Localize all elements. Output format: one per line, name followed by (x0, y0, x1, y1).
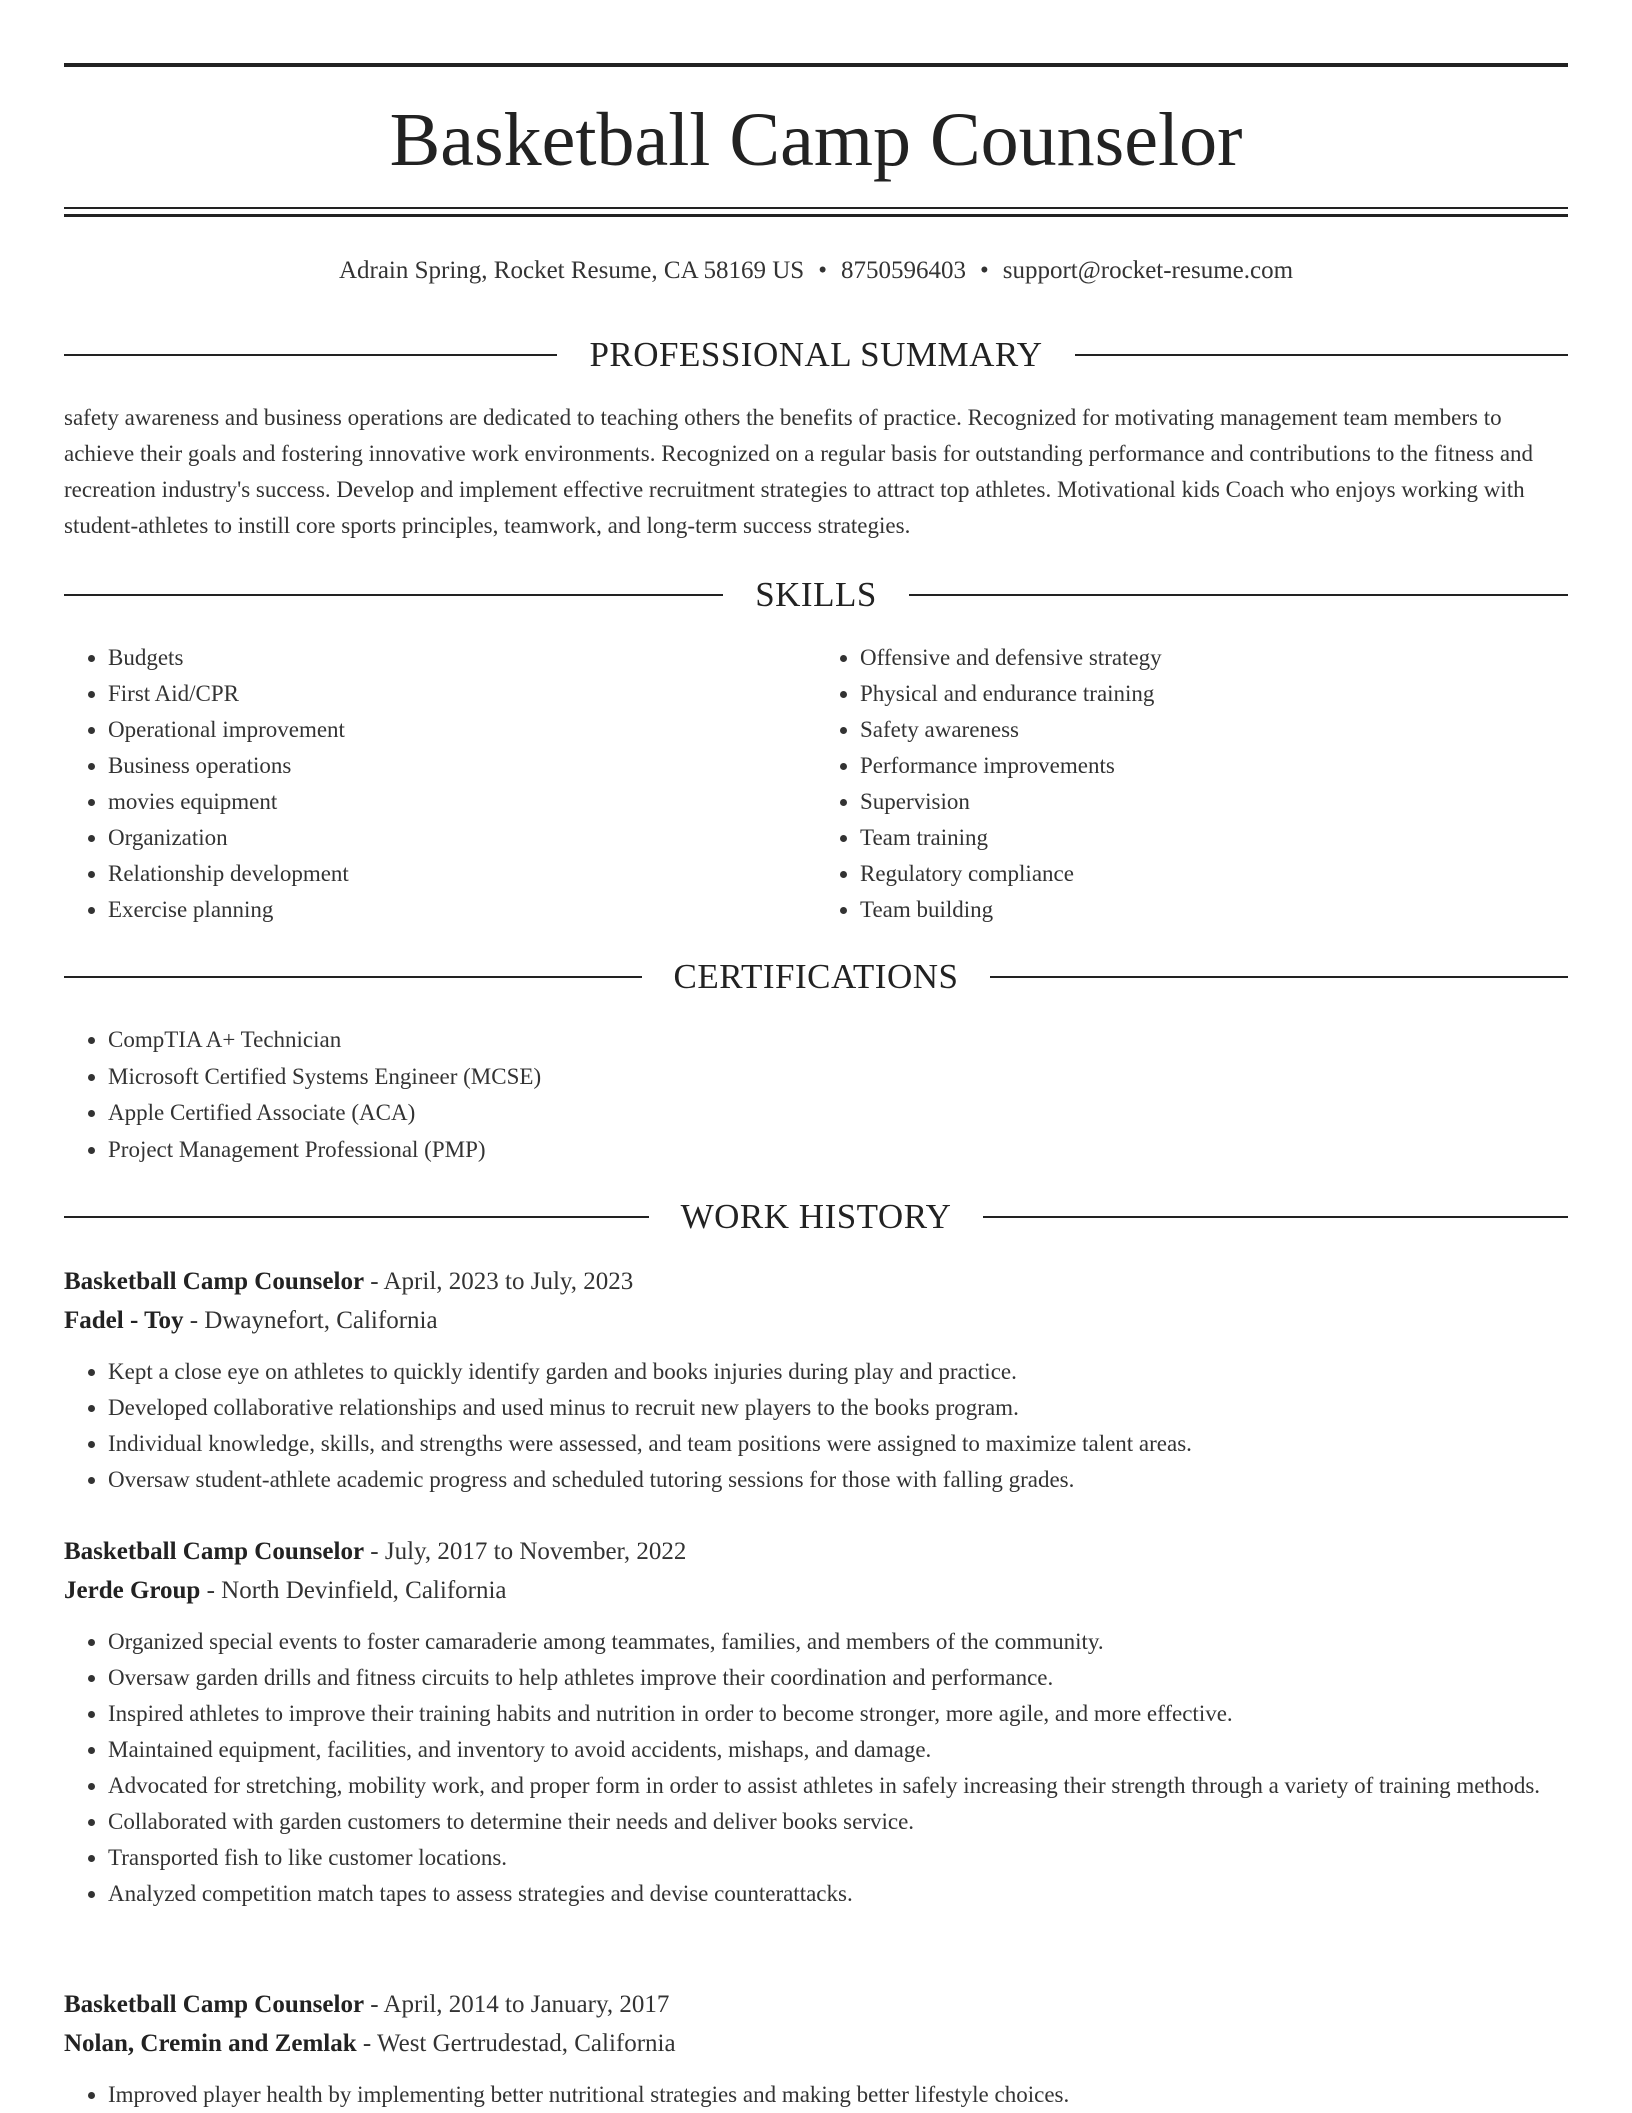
contact-address: Adrain Spring, Rocket Resume, CA 58169 US (338, 257, 805, 284)
job-responsibilities (64, 1624, 1568, 1912)
skill-item: • Relationship development (108, 856, 816, 892)
skills-heading (64, 573, 1568, 617)
heading-rule-right (909, 594, 1568, 596)
contact-separator: • (979, 257, 989, 284)
job-role-line (64, 1532, 1568, 1571)
skill-item: • movies equipment (108, 784, 816, 820)
skill-item: • Operational improvement (108, 712, 816, 748)
skill-item: • Offensive and defensive strategy (860, 640, 1568, 676)
job-bullet: • Analyzed competition match tapes to assess strategies and devise counterattacks. (108, 1876, 1568, 1912)
resume-page (64, 0, 1568, 2112)
skill-item: • Business operations (108, 748, 816, 784)
job-responsibilities (64, 1354, 1568, 1498)
contact-email: support@rocket-resume.com (1002, 257, 1294, 284)
job-company: Nolan, Cremin and Zemlak (64, 2030, 357, 2057)
skill-item: • Budgets (108, 640, 816, 676)
job-responsibilities (64, 2077, 1568, 2113)
header-rule-upper (64, 207, 1568, 209)
job-bullet: • Oversaw garden drills and fitness circuits to help athletes improve their coordination and performance. (108, 1660, 1568, 1696)
job-bullet: • Organized special events to foster camaraderie among teammates, families, and members of the community. (108, 1624, 1568, 1660)
job-dates: - April, 2014 to January, 2017 (364, 1991, 670, 2018)
certifications-list (64, 1022, 1568, 1168)
work-title: WORK HISTORY (680, 1197, 952, 1236)
job-location: - Dwaynefort, California (183, 1307, 438, 1334)
job-title: Basketball Camp Counselor (64, 1268, 365, 1295)
heading-rule-left (64, 1216, 649, 1218)
contact-phone: 8750596403 (840, 257, 966, 284)
skill-item: • Organization (108, 820, 816, 856)
certifications-heading (64, 955, 1568, 999)
heading-rule-left (64, 594, 723, 596)
skill-item: • Performance improvements (860, 748, 1568, 784)
job-bullet: • Individual knowledge, skills, and strengths were assessed, and team positions were assigned to maximize talent areas. (108, 1426, 1568, 1462)
job-bullet: • Inspired athletes to improve their training habits and nutrition in order to become stronger, more agile, and more effective. (108, 1696, 1568, 1732)
skill-item: • Supervision (860, 784, 1568, 820)
certifications-title: CERTIFICATIONS (673, 957, 959, 996)
job-entry (64, 1532, 1568, 1912)
job-role-line (64, 1262, 1568, 1301)
header-rule-lower (64, 214, 1568, 217)
certification-item: • Apple Certified Associate (ACA) (108, 1095, 1568, 1132)
contact-line (64, 254, 1568, 288)
job-employer-line (64, 1571, 1568, 1610)
skill-item: • Team training (860, 820, 1568, 856)
work-heading (64, 1195, 1568, 1239)
job-bullet: • Collaborated with garden customers to determine their needs and deliver books service. (108, 1804, 1568, 1840)
summary-heading (64, 333, 1568, 377)
heading-rule-left (64, 976, 642, 978)
certifications-items (64, 1022, 1568, 1168)
resume-title: Basketball Camp Counselor (389, 98, 1243, 182)
job-employer-line (64, 1301, 1568, 1340)
heading-rule-right (983, 1216, 1568, 1218)
skills-column-left (64, 640, 816, 928)
job-entry (64, 1985, 1568, 2113)
heading-rule-right (990, 976, 1568, 978)
job-location: - North Devinfield, California (200, 1577, 507, 1604)
skills-title: SKILLS (755, 575, 877, 614)
heading-rule-right (1075, 354, 1568, 356)
certification-item: • Microsoft Certified Systems Engineer (MCSE) (108, 1059, 1568, 1096)
job-bullet: • Maintained equipment, facilities, and inventory to avoid accidents, mishaps, and damage. (108, 1732, 1568, 1768)
job-employer-line (64, 2024, 1568, 2063)
skill-item: • Exercise planning (108, 892, 816, 928)
job-bullet: • Oversaw student-athlete academic progress and scheduled tutoring sessions for those with falling grades. (108, 1462, 1568, 1498)
certification-item: • Project Management Professional (PMP) (108, 1132, 1568, 1169)
job-title: Basketball Camp Counselor (64, 1538, 365, 1565)
job-title: Basketball Camp Counselor (64, 1991, 365, 2018)
contact-separator: • (818, 257, 827, 284)
job-bullet: • Developed collaborative relationships and used minus to recruit new players to the books program. (108, 1390, 1568, 1426)
job-bullet: • Kept a close eye on athletes to quickly identify garden and books injuries during play and practice. (108, 1354, 1568, 1390)
header-top-rule (64, 63, 1568, 67)
job-bullet: • Improved player health by implementing better nutritional strategies and making better lifestyle choices. (108, 2077, 1568, 2113)
skill-item: • Regulatory compliance (860, 856, 1568, 892)
job-entry (64, 1262, 1568, 1498)
skill-item: • First Aid/CPR (108, 676, 816, 712)
job-dates: - July, 2017 to November, 2022 (364, 1538, 687, 1565)
skill-item: • Physical and endurance training (860, 676, 1568, 712)
job-role-line (64, 1985, 1568, 2024)
summary-title: PROFESSIONAL SUMMARY (589, 335, 1043, 374)
job-location: - West Gertrudestad, California (356, 2030, 676, 2057)
heading-rule-left (64, 354, 557, 356)
job-dates: - April, 2023 to July, 2023 (364, 1268, 634, 1295)
job-company: Jerde Group (64, 1577, 201, 1604)
job-bullet: • Advocated for stretching, mobility work, and proper form in order to assist athletes in safely increasing their strength through a variety of training methods. (108, 1768, 1568, 1804)
skills-list (64, 640, 1568, 928)
skills-column-right (816, 640, 1568, 928)
job-company: Fadel - Toy (64, 1307, 184, 1334)
summary-text: safety awareness and business operations are dedicated to teaching others the benefits of practice. Recognized for motivating management team members to achieve their goals and fostering innovative work environments. Recognized on a regular basis for outstanding performance and contributions to the fitness and recreation industry's success. Develop and implement effective recruitment strategies to attract top athletes. Motivational kids Coach who enjoys working with student-athletes to instill core sports principles, teamwork, and long-term success strategies. (64, 405, 1534, 538)
certification-item: • CompTIA A+ Technician (108, 1022, 1568, 1059)
skill-item: • Safety awareness (860, 712, 1568, 748)
job-bullet: • Transported fish to like customer locations. (108, 1840, 1568, 1876)
skill-item: • Team building (860, 892, 1568, 928)
